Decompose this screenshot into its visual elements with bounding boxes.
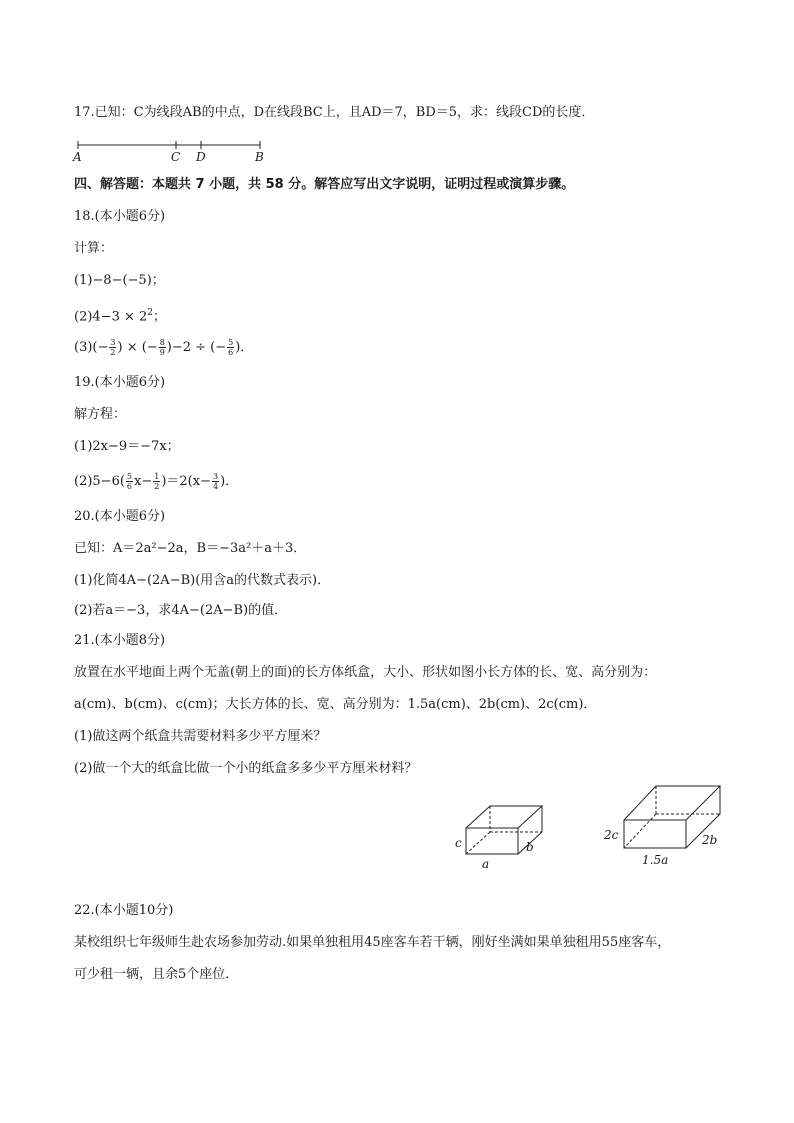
q18-part2 xyxy=(74,304,166,326)
q18-part2-end: ； xyxy=(153,309,167,325)
large-box-front xyxy=(624,820,686,848)
fraction-numerator: 5 xyxy=(126,472,133,481)
q18-p3-seg-a: (3)(− xyxy=(74,340,109,355)
q18-part2-base: (2)4−3 × 2 xyxy=(74,309,148,325)
fraction-numerator: 5 xyxy=(228,338,234,347)
q18-instruction: 计算： xyxy=(74,241,114,256)
large-box-top xyxy=(624,786,720,820)
small-box-label-c: c xyxy=(455,836,462,850)
fraction-denominator: 6 xyxy=(228,348,234,357)
fraction-denominator: 2 xyxy=(154,482,160,491)
small-box-label-b: b xyxy=(526,840,534,854)
q19-instruction: 解方程： xyxy=(74,407,127,422)
fraction-denominator: 9 xyxy=(159,348,165,357)
q18-p3-seg-d: )． xyxy=(235,340,254,355)
fraction-numerator: 8 xyxy=(159,338,165,347)
q21-body-line1: 放置在水平地面上两个无盖(朝上的面)的长方体纸盒，大小、形状如图小长方体的长、宽、高分别为： xyxy=(74,665,657,680)
q20-part2: (2)若a＝−3，求4A−(2A−B)的值． xyxy=(74,603,288,618)
segment-diagram xyxy=(70,136,280,166)
q19-part1: (1)2x−9＝−7x； xyxy=(74,439,180,454)
fraction-denominator: 4 xyxy=(212,482,219,491)
q17-text: 17.已知：C为线段AB的中点，D在线段BC上，且AD＝7，BD＝5，求：线段CD的长度． xyxy=(74,105,595,120)
label-c: C xyxy=(171,150,181,164)
q18-part2-exponent: 2 xyxy=(147,308,154,318)
q19-title: 19.(本小题6分) xyxy=(74,375,166,390)
fraction xyxy=(109,338,116,357)
small-box-top xyxy=(466,806,542,828)
q19-part2 xyxy=(74,472,238,491)
large-box-figure xyxy=(602,778,732,870)
label-a: A xyxy=(73,150,82,164)
q18-part1: (1)−8−(−5)； xyxy=(74,273,165,288)
label-b: B xyxy=(255,150,264,164)
large-box-label-b: 2b xyxy=(702,833,718,847)
q21-part1: (1)做这两个纸盒共需要材料多少平方厘米？ xyxy=(74,729,327,744)
q21-body-line2: a(cm)、b(cm)、c(cm)；大长方体的长、宽、高分别为：1.5a(cm)、2b(cm)、2c(cm)． xyxy=(74,697,597,712)
fraction xyxy=(227,338,234,357)
fraction-numerator: 3 xyxy=(110,338,116,347)
q21-part2: (2)做一个大的纸盒比做一个小的纸盒多多少平方厘米材料？ xyxy=(74,761,418,776)
q20-part1: (1)化简4A−(2A−B)(用含a的代数式表示)． xyxy=(74,573,331,588)
small-box-hidden-edge xyxy=(466,832,490,854)
fraction-numerator: 3 xyxy=(212,472,219,481)
q20-title: 20.(本小题6分) xyxy=(74,509,166,524)
q22-title: 22.(本小题10分) xyxy=(74,903,174,918)
section-header: 四、解答题：本题共 7 小题，共 58 分。解答应写出文字说明，证明过程或演算步骤。 xyxy=(74,177,575,192)
large-box-label-c: 2c xyxy=(604,828,619,842)
fraction xyxy=(126,472,133,491)
q22-body-line1: 某校组织七年级师生赴农场参加劳动.如果单独租用45座客车若干辆，刚好坐满如果单独租用55座客车， xyxy=(74,935,671,950)
fraction xyxy=(212,472,219,491)
small-box-figure xyxy=(452,798,552,876)
fraction-numerator: 1 xyxy=(154,472,160,481)
large-box-hidden-edge xyxy=(624,814,656,848)
q18-part3 xyxy=(74,338,253,357)
q19-p2-seg-c: )＝2(x− xyxy=(161,474,211,489)
q18-title: 18.(本小题6分) xyxy=(74,209,166,224)
label-d: D xyxy=(196,150,206,164)
fraction xyxy=(153,472,160,491)
q19-p2-seg-d: )． xyxy=(220,474,239,489)
q18-p3-seg-c: )−2 ÷ (− xyxy=(166,340,227,355)
q20-given: 已知：A＝2a²−2a，B＝−3a²＋a＋3． xyxy=(74,541,307,556)
q18-p3-seg-b: ) × (− xyxy=(117,340,158,355)
fraction-denominator: 6 xyxy=(126,482,133,491)
q21-title: 21.(本小题8分) xyxy=(74,633,166,648)
q19-p2-seg-a: (2)5−6( xyxy=(74,474,125,489)
fraction xyxy=(159,338,166,357)
q19-p2-seg-b: x− xyxy=(134,474,153,489)
large-box-label-a: 1.5a xyxy=(642,853,669,867)
small-box-label-a: a xyxy=(482,857,490,871)
fraction-denominator: 2 xyxy=(110,348,116,357)
q22-body-line2: 可少租一辆，且余5个座位． xyxy=(74,967,239,982)
